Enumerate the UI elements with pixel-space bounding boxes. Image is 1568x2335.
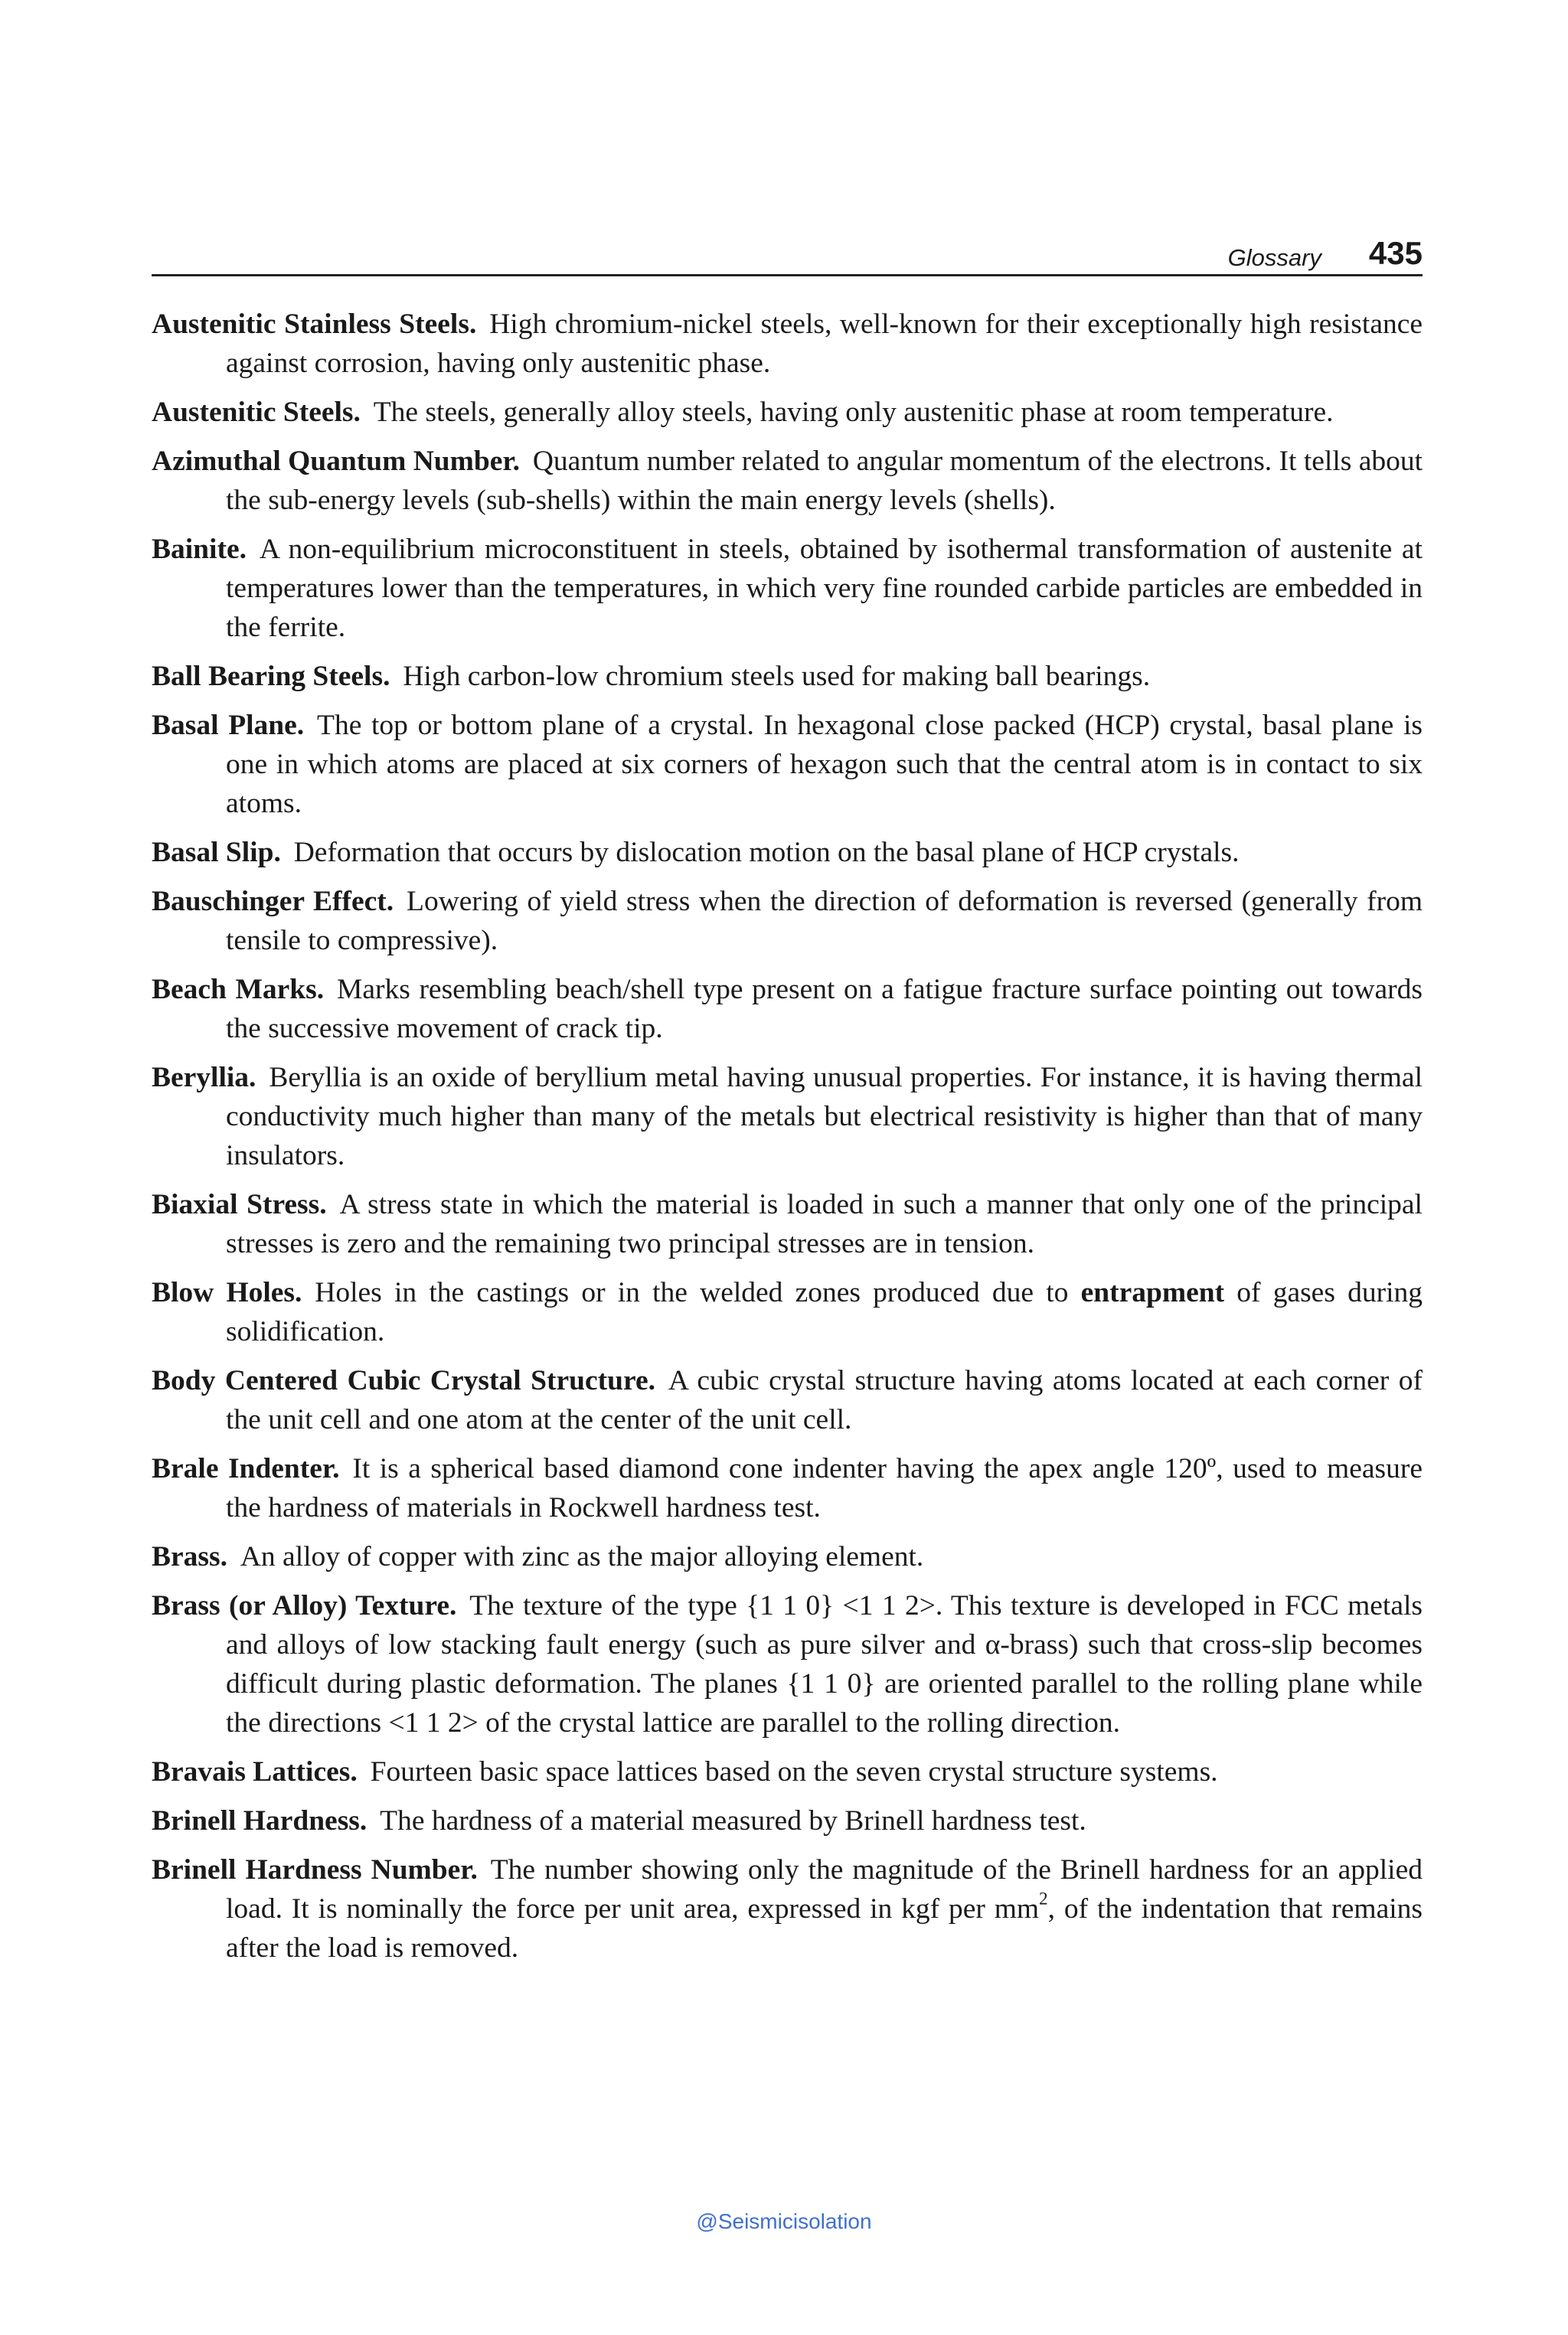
glossary-term: Azimuthal Quantum Number. <box>152 446 520 477</box>
glossary-definition: It is a spherical based diamond cone indenter having the apex angle 120º, used to measure the hardness of materials in Rockwell hardness test. <box>226 1453 1423 1523</box>
glossary-entry <box>152 1185 1423 1263</box>
glossary-term: Bainite. <box>152 534 247 565</box>
glossary-definition: Quantum number related to angular momentum of the electrons. It tells about the sub-energy levels (sub-shells) within the main energy levels (shells). <box>226 446 1423 516</box>
glossary-term: Ball Bearing Steels. <box>152 661 390 692</box>
glossary-definition: Fourteen basic space lattices based on the seven crystal structure systems. <box>370 1756 1218 1788</box>
glossary-definition: The steels, generally alloy steels, having only austenitic phase at room temperature. <box>373 397 1334 428</box>
glossary-entry <box>152 1449 1423 1527</box>
glossary-term: Basal Plane. <box>152 710 305 741</box>
glossary-term: Basal Slip. <box>152 837 281 868</box>
glossary-entry <box>152 1752 1423 1791</box>
glossary-term: Body Centered Cubic Crystal Structure. <box>152 1365 655 1396</box>
glossary-entry <box>152 1058 1423 1175</box>
glossary-term: Blow Holes. <box>152 1277 302 1308</box>
glossary-term: Brass (or Alloy) Texture. <box>152 1590 457 1621</box>
glossary-term: Austenitic Stainless Steels. <box>152 309 477 340</box>
glossary-entry <box>152 393 1423 432</box>
definition-text: of gases during solidification. <box>226 1277 1423 1347</box>
glossary-definition: An alloy of copper with zinc as the major alloying element. <box>240 1541 924 1572</box>
glossary-term: Bauschinger Effect. <box>152 886 394 917</box>
glossary-definition <box>226 1277 1423 1347</box>
glossary-term: Austenitic Steels. <box>152 397 361 428</box>
glossary-definition: Beryllia is an oxide of beryllium metal having unusual properties. For instance, it is having thermal conductivity much higher than many of the metals but electrical resistivity is higher than that of many insulators. <box>226 1062 1423 1171</box>
glossary-definition: Lowering of yield stress when the direction of deformation is reversed (generally from tensile to compressive). <box>226 886 1423 956</box>
glossary-definition: A stress state in which the material is loaded in such a manner that only one of the principal stresses is zero and the remaining two principal stresses are in tension. <box>226 1189 1423 1259</box>
running-title: Glossary <box>1227 244 1321 271</box>
glossary-entry <box>152 1586 1423 1742</box>
glossary-entry <box>152 442 1423 520</box>
glossary-term: Brinell Hardness Number. <box>152 1854 478 1886</box>
glossary-definition: A cubic crystal structure having atoms located at each corner of the unit cell and one atom at the center of the unit cell. <box>226 1365 1423 1435</box>
glossary-definition: Marks resembling beach/shell type present on a fatigue fracture surface pointing out towards the successive movement of crack tip. <box>226 974 1423 1044</box>
glossary-entry <box>152 833 1423 872</box>
glossary-term: Bravais Lattices. <box>152 1756 358 1788</box>
definition-text: , of the indentation that remains after the load is removed. <box>226 1893 1423 1964</box>
glossary-definition: A non-equilibrium microconstituent in steels, obtained by isothermal transformation of austenite at temperatures lower than the temperatures, in which very fine rounded carbide particles are embedded in the ferrite. <box>226 534 1423 643</box>
glossary-term: Beryllia. <box>152 1062 256 1093</box>
glossary-term: Brale Indenter. <box>152 1453 340 1484</box>
glossary-entry <box>152 706 1423 823</box>
glossary-entry <box>152 882 1423 960</box>
glossary-definition: High carbon-low chromium steels used for making ball bearings. <box>403 661 1151 692</box>
glossary-definition: The top or bottom plane of a crystal. In hexagonal close packed (HCP) crystal, basal plane is one in which atoms are placed at six corners of hexagon such that the central atom is in contact to six atoms. <box>226 710 1423 819</box>
glossary-entry <box>152 1273 1423 1351</box>
glossary-list <box>152 305 1423 1977</box>
glossary-entry <box>152 1850 1423 1968</box>
glossary-definition: The hardness of a material measured by Brinell hardness test. <box>380 1805 1086 1837</box>
definition-text: The number showing only the magnitude of the Brinell hardness for an applied load. It is nominally the force per unit area, expressed in kgf per mm <box>226 1854 1423 1925</box>
glossary-term: Brinell Hardness. <box>152 1805 368 1837</box>
definition-text: Holes in the castings or in the welded zones produced due to <box>315 1277 1069 1308</box>
page-header <box>152 226 1423 276</box>
glossary-entry <box>152 1537 1423 1576</box>
watermark-text: @Seismicisolation <box>696 2209 872 2233</box>
glossary-entry <box>152 657 1423 696</box>
glossary-definition: High chromium-nickel steels, well-known for their exceptionally high resistance against corrosion, having only austenitic phase. <box>226 309 1423 379</box>
glossary-term: Beach Marks. <box>152 974 325 1005</box>
glossary-definition: The texture of the type {1 1 0} <1 1 2>. This texture is developed in FCC metals and alloys of low stacking fault energy (such as pure silver and α-brass) such that cross-slip becomes difficult during plastic deformation. The planes {1 1 0} are oriented parallel to the rolling plane while the directions <1 1 2> of the crystal lattice are parallel to the rolling direction. <box>226 1590 1423 1739</box>
page-number: 435 <box>1368 235 1423 271</box>
glossary-entry <box>152 530 1423 647</box>
glossary-entry <box>152 1361 1423 1439</box>
glossary-entry <box>152 970 1423 1048</box>
glossary-definition: Deformation that occurs by dislocation motion on the basal plane of HCP crystals. <box>293 837 1240 868</box>
glossary-entry <box>152 1801 1423 1840</box>
glossary-entry <box>152 305 1423 383</box>
emphasized-word: entrapment <box>1080 1277 1225 1308</box>
glossary-term: Biaxial Stress. <box>152 1189 327 1220</box>
glossary-term: Brass. <box>152 1541 227 1572</box>
superscript: 2 <box>1039 1889 1048 1909</box>
